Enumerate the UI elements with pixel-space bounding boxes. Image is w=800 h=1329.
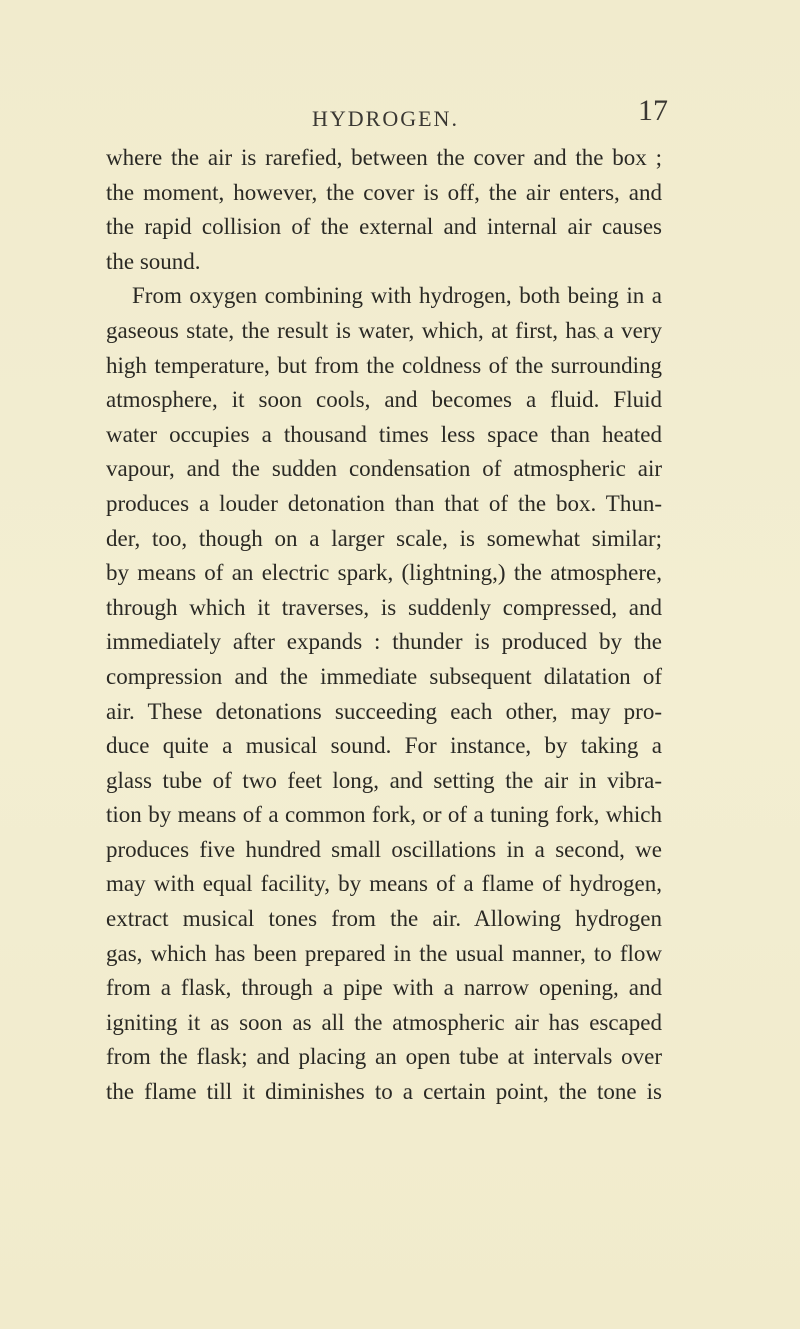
text-line: compression and the immediate subsequent dilatation of: [106, 663, 662, 689]
text-line: extract musical tones from the air. Allowing hydrogen: [106, 906, 662, 932]
text-line: the sound.: [106, 248, 201, 274]
text-line: by means of an electric spark, (lightning,) the atmosphere,: [106, 560, 662, 586]
text-line: from the flask; and placing an open tube at intervals over: [106, 1044, 662, 1070]
text-line: water occupies a thousand times less space than heated: [106, 421, 662, 447]
text-line: duce quite a musical sound. For instance, by taking a: [106, 733, 662, 759]
text-line: through which it traverses, is suddenly compressed, and: [106, 594, 662, 620]
text-line: From oxygen combining with hydrogen, both being in a: [132, 283, 662, 309]
text-line: glass tube of two feet long, and setting the air in vibra-: [106, 767, 662, 793]
text-line: vapour, and the sudden condensation of atmospheric air: [106, 456, 662, 482]
text-line: der, too, though on a larger scale, is somewhat similar;: [106, 525, 662, 551]
text-line: air. These detonations succeeding each other, may pro-: [106, 698, 662, 724]
text-line: where the air is rarefied, between the cover and the box ;: [106, 145, 662, 170]
page-number: 17: [638, 94, 668, 127]
text-line: atmosphere, it soon cools, and becomes a fluid. Fluid: [106, 387, 662, 413]
running-title: HYDROGEN.: [312, 106, 459, 131]
text-line: may with equal facility, by means of a flame of hydrogen,: [106, 871, 662, 897]
text-line: immediately after expands : thunder is produced by the: [106, 629, 662, 655]
text-line: the moment, however, the cover is off, the air enters, and: [106, 179, 662, 205]
text-line: from a flask, through a pipe with a narrow opening, and: [106, 975, 662, 1001]
text-line: igniting it as soon as all the atmospheric air has escaped: [106, 1009, 662, 1035]
text-line: gas, which has been prepared in the usual manner, to flow: [106, 940, 662, 966]
text-line: the flame till it diminishes to a certain point, the tone is: [106, 1079, 662, 1105]
text-line: tion by means of a common fork, or of a tuning fork, which: [106, 802, 662, 828]
text-line: gaseous state, the result is water, which, at first, has a very: [106, 317, 662, 343]
text-line: the rapid collision of the external and internal air causes: [106, 214, 662, 240]
text-line: produces five hundred small oscillations in a second, we: [106, 836, 662, 862]
running-head: [0, 94, 800, 140]
text-line: high temperature, but from the coldness of the surrounding: [106, 352, 662, 378]
body-text: [106, 141, 662, 1110]
text-line: produces a louder detonation than that of the box. Thun-: [106, 490, 662, 516]
